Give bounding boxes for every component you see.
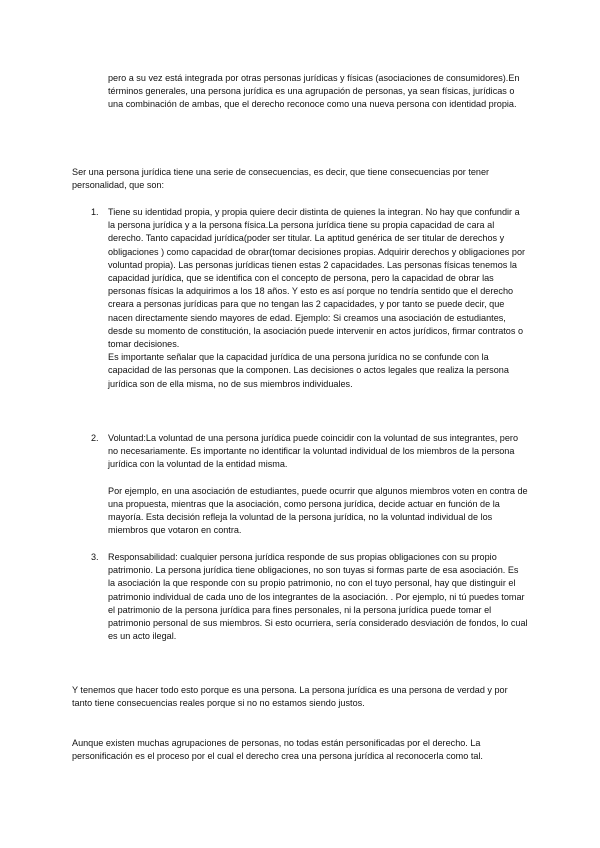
list-item-body [108,206,528,391]
will-paragraph: Voluntad:La voluntad de una persona jurídica puede coincidir con la voluntad de sus integrantes, pero no necesariamente. Es importante no identificar la voluntad individual de los miembros de la persona jurídica con la voluntad de la entidad misma. [108,433,519,470]
consequences-intro-paragraph: Ser una persona jurídica tiene una serie de consecuencias, es decir, que tiene consecuencias por tener personalidad, que son: [72,167,490,191]
list-item-number: 3. [91,552,99,562]
list-item-body [108,432,528,537]
intro-continuation-paragraph: pero a su vez está integrada por otras personas jurídicas y físicas (asociaciones de consumidores).En términos generales, una persona jurídica es una agrupación de personas, ya sean físicas, jurídicas o una combinación de ambas, que el derecho reconoce como una nueva persona con identidad propia. [108,73,520,110]
identity-paragraph: Tiene su identidad propia, y propia quiere decir distinta de quienes la integran. No hay que confundir a la persona jurídica y a la persona física.La persona jurídica tiene su propia capacidad de cara al derecho. Tanto capacidad jurídica(poder ser titular. La aptitud genérica de ser titular de derechos y obligaciones ) como capacidad de obrar(tomar decisiones propias. Adquirir derechos y obligaciones por voluntad propia). Las personas jurídicas tienen estas 2 capacidades. Las personas físicas tenemos la capacidad jurídica, que se identifica con el concepto de persona, pero la capacidad de obrar las personas físicas la adquirimos a los 18 años. Y esto es así porque no tendría sentido que el derecho creara a personas jurídicas para que no tengan las 2 capacidades, y por tanto se puede decir, que nacen directamente siendo mayores de edad. Ejemplo: Si creamos una asociación de estudiantes, desde su momento de constitución, la asociación puede intervenir en actos jurídicos, firmar contratos o tomar decisiones. [108,207,526,350]
personification-paragraph: Aunque existen muchas agrupaciones de personas, no todas están personificadas por el derecho. La personificación es el proceso por el cual el derecho crea una persona jurídica al reconocerla como tal. [72,738,483,762]
will-example-paragraph: Por ejemplo, en una asociación de estudiantes, puede ocurrir que algunos miembros voten en contra de una propuesta, mientras que la asociación, como persona jurídica, decide actuar en función de la mayoría. Esta decisión refleja la voluntad de la persona jurídica, no la voluntad individual de los miembros que votaron en contra. [108,485,528,536]
list-item-number: 2. [91,433,99,443]
identity-note-paragraph: Es importante señalar que la capacidad jurídica de una persona jurídica no se confunde con la capacidad de las personas que la componen. Las decisiones o actos legales que realiza la persona jurídica son de ella misma, no de sus miembros individuales. [108,352,509,389]
responsibility-paragraph: Responsabilidad: cualquier persona jurídica responde de sus propias obligaciones con su propio patrimonio. La persona jurídica tiene obligaciones, no son tuyas si formas parte de esa asociación. Es la asociación la que responde con su propio patrimonio, no con el tuyo personal, hay que distinguir el patrimonio individual de cada uno de los integrantes de la asociación. . Por ejemplo, ni tú puedes tomar el patrimonio de la persona jurídica para fines personales, ni la persona jurídica puede tomar el patrimonio personal de sus miembros. Si esto ocurriera, sería considerado desviación de fondos, lo cual es un acto ilegal. [108,552,528,642]
conclusion-paragraph: Y tenemos que hacer todo esto porque es una persona. La persona jurídica es una persona de verdad y por tanto tiene consecuencias reales porque si no no estamos siendo justos. [72,685,508,709]
list-item-body [108,551,528,643]
list-item-number: 1. [91,207,99,217]
